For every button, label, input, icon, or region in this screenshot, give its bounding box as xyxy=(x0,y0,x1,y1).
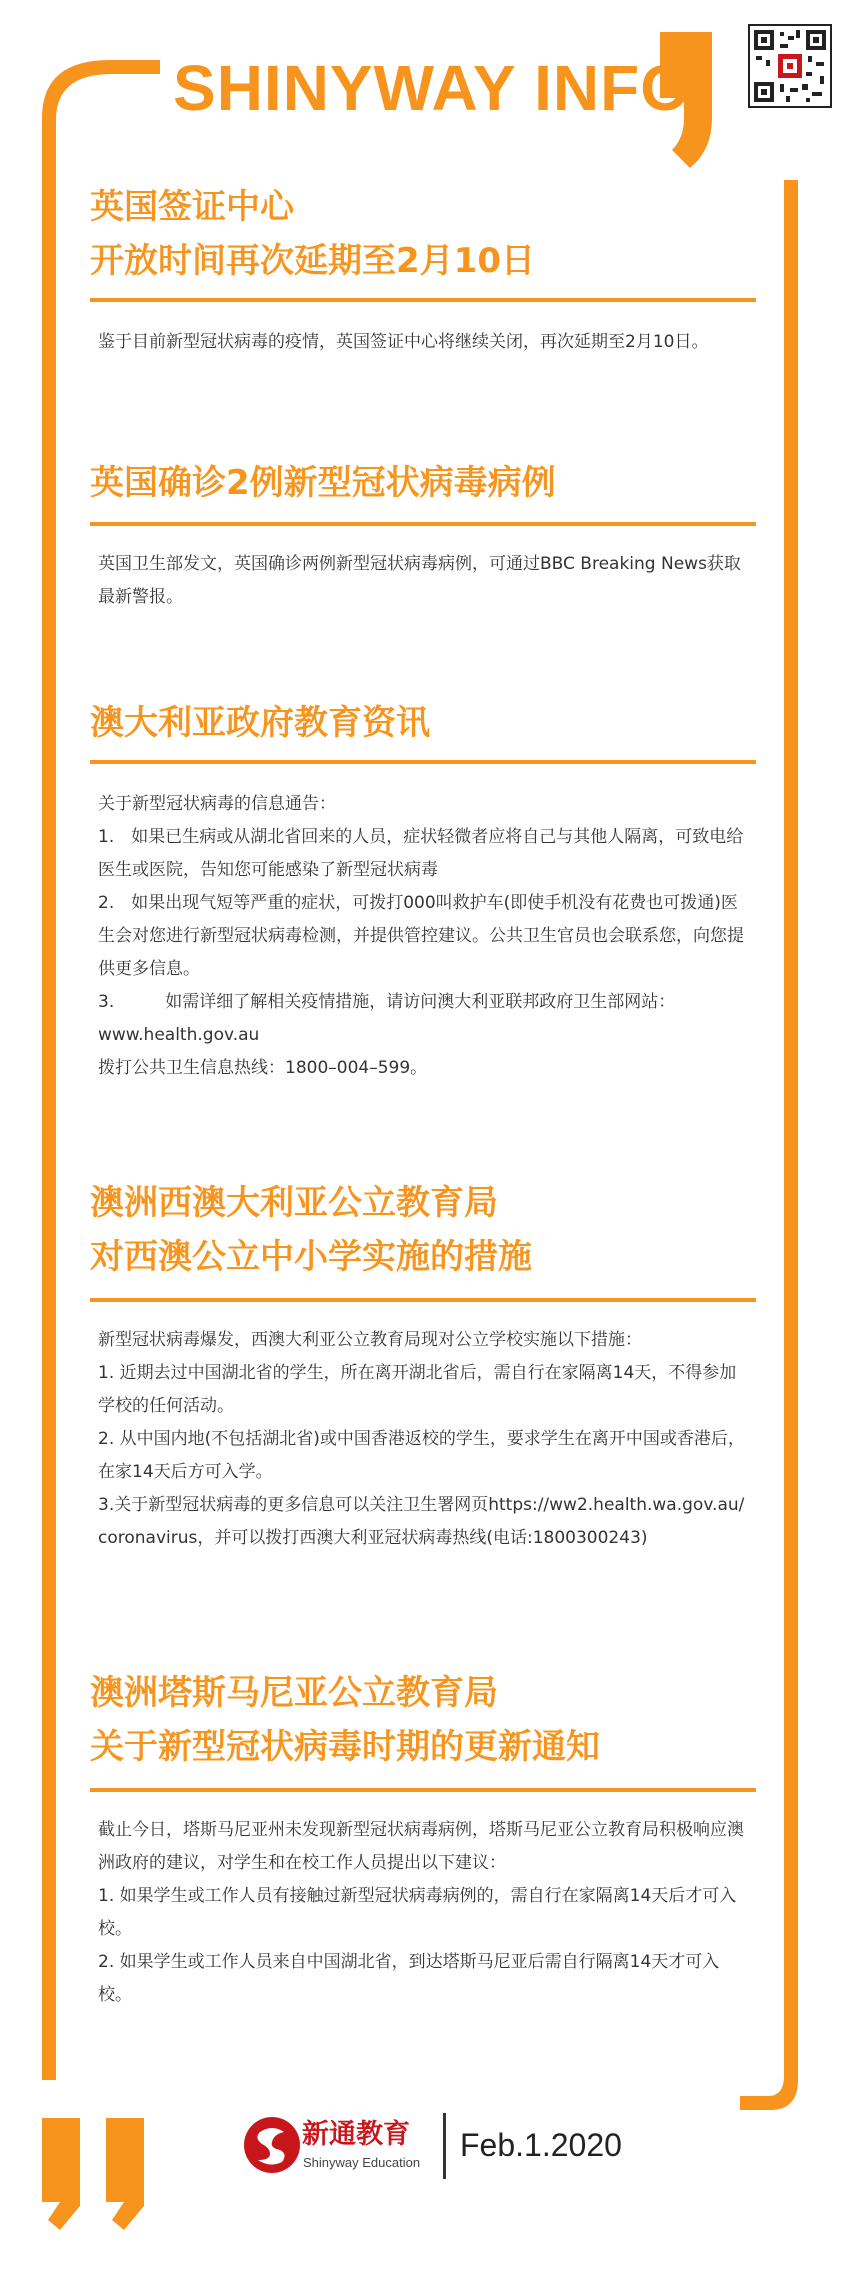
left-frame-bar xyxy=(42,160,56,2080)
paragraph: 拨打公共卫生信息热线：1800–004–599。 xyxy=(98,1058,428,1078)
section-divider xyxy=(90,298,756,302)
paragraph: 关于新型冠状病毒的信息通告： xyxy=(98,794,336,814)
paragraph: 1. 如果学生或工作人员有接触过新型冠状病毒病例的，需自行在家隔离14天后才可入校。 xyxy=(98,1886,737,1939)
section-divider xyxy=(90,522,756,526)
paragraph: 鉴于目前新型冠状病毒的疫情，英国签证中心将继续关闭，再次延期至2月10日。 xyxy=(98,332,709,352)
section-body xyxy=(90,1324,756,1555)
paragraph: 英国卫生部发文，英国确诊两例新型冠状病毒病例，可通过BBC Breaking News获取最新警报。 xyxy=(98,554,741,607)
section-title-line: 澳洲塔斯马尼亚公立教育局 xyxy=(90,1673,498,1713)
section-title-line: 英国确诊2例新型冠状病毒病例 xyxy=(90,463,556,503)
section-title xyxy=(90,180,756,288)
paragraph: 3. 如需详细了解相关疫情措施，请访问澳大利亚联邦政府卫生部网站：www.health.gov.au xyxy=(98,992,676,1045)
bottom-quote-mark-2 xyxy=(106,2118,144,2230)
paragraph: 2. 如果出现气短等严重的症状，可拨打000叫救护车(即使手机没有花费也可拨通)医生会对您进行新型冠状病毒检测，并提供管控建议。公共卫生官员也会联系您，向您提供更多信息。 xyxy=(98,893,744,979)
page-title: SHINYWAY INFO xyxy=(173,52,691,124)
section-title xyxy=(90,456,756,510)
section-title-line: 澳大利亚政府教育资讯 xyxy=(90,703,430,743)
right-frame-bar xyxy=(784,180,798,2050)
logo-text: 新通教育 xyxy=(302,2119,410,2150)
paragraph: 3.关于新型冠状病毒的更多信息可以关注卫生署网页https://ww2.health.wa.gov.au/coronavirus，并可以拨打西澳大利亚冠状病毒热线(电话:1800300243) xyxy=(98,1495,745,1548)
section-body xyxy=(90,788,756,1085)
right-bottom-bracket xyxy=(740,2040,798,2110)
paragraph: 2. 如果学生或工作人员来自中国湖北省，到达塔斯马尼亚后需自行隔离14天才可入校。 xyxy=(98,1952,720,2005)
paragraph: 1. 如果已生病或从湖北省回来的人员，症状轻微者应将自己与其他人隔离，可致电给医生或医院，告知您可能感染了新型冠状病毒 xyxy=(98,827,744,880)
section-title-line: 关于新型冠状病毒时期的更新通知 xyxy=(90,1727,600,1767)
bottom-quote-mark-1 xyxy=(42,2118,80,2230)
section-title xyxy=(90,696,756,750)
section-divider xyxy=(90,760,756,764)
section-uk-cases xyxy=(90,456,756,614)
section-title-line: 开放时间再次延期至2月10日 xyxy=(90,241,535,281)
publish-date: Feb.1.2020 xyxy=(460,2127,622,2163)
section-western-australia xyxy=(90,1176,756,1555)
section-body xyxy=(90,1814,756,2012)
section-uk-visa-centre xyxy=(90,180,756,359)
section-body xyxy=(90,326,756,359)
section-body xyxy=(90,548,756,614)
paragraph: 截止今日，塔斯马尼亚州未发现新型冠状病毒病例，塔斯马尼亚公立教育局积极响应澳洲政府的建议，对学生和在校工作人员提出以下建议： xyxy=(98,1820,744,1873)
paragraph: 2. 从中国内地(不包括湖北省)或中国香港返校的学生，要求学生在离开中国或香港后，在家14天后方可入学。 xyxy=(98,1429,745,1482)
section-title-line: 英国签证中心 xyxy=(90,187,294,227)
section-title xyxy=(90,1176,756,1284)
footer-divider xyxy=(443,2113,446,2179)
section-divider xyxy=(90,1298,756,1302)
logo-subtext: Shinyway Education xyxy=(303,2155,421,2170)
paragraph: 新型冠状病毒爆发，西澳大利亚公立教育局现对公立学校实施以下措施： xyxy=(98,1330,642,1350)
section-divider xyxy=(90,1788,756,1792)
section-title-line: 澳洲西澳大利亚公立教育局 xyxy=(90,1183,498,1223)
section-australia-education xyxy=(90,696,756,1085)
qr-code-icon xyxy=(748,24,832,108)
section-title-line: 对西澳公立中小学实施的措施 xyxy=(90,1237,532,1277)
section-tasmania xyxy=(90,1666,756,2012)
section-title xyxy=(90,1666,756,1774)
paragraph: 1. 近期去过中国湖北省的学生，所在离开湖北省后，需自行在家隔离14天，不得参加学校的任何活动。 xyxy=(98,1363,737,1416)
